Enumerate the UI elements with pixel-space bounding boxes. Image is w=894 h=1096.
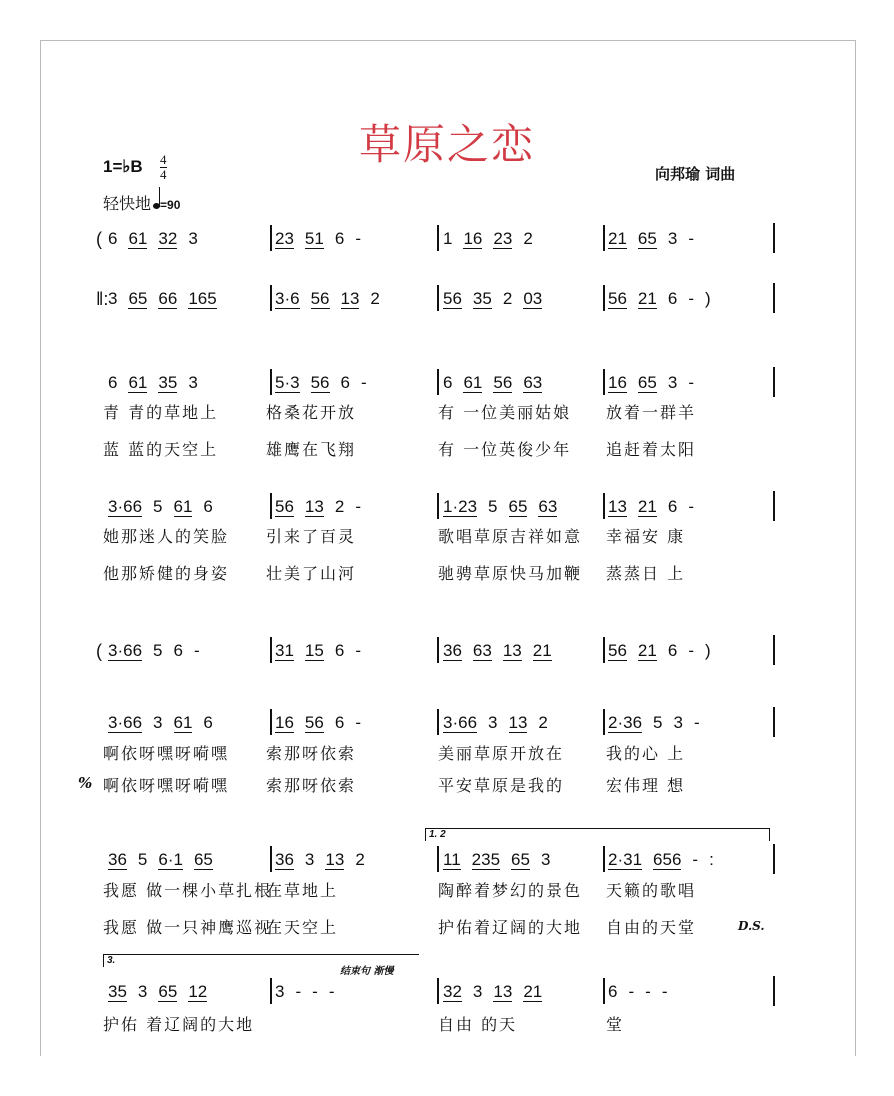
measure <box>608 287 722 311</box>
barline <box>437 225 439 251</box>
note-group: 13 <box>508 713 528 732</box>
note-group: 1·23 <box>443 497 478 516</box>
note-group: 36 <box>108 850 127 869</box>
note-group: 56 <box>493 373 513 392</box>
row-prefix: ( <box>96 229 102 249</box>
measure <box>443 371 553 395</box>
measure <box>608 848 725 872</box>
meter-bottom: 4 <box>160 167 167 182</box>
lyric-phrase: 有 一位美丽姑娘 <box>438 403 572 422</box>
note-group: 16 <box>275 713 294 732</box>
note-group: - <box>360 373 367 392</box>
lyric-phrase: 追赶着太阳 <box>606 440 697 459</box>
note-group: 3·66 <box>443 713 478 732</box>
note-group: 65 <box>637 229 657 248</box>
note-group: 6 <box>608 982 618 1001</box>
note-group: - <box>688 289 694 308</box>
note-group: 65 <box>637 373 657 392</box>
note-group: 2 <box>538 713 548 732</box>
note-group: 66 <box>158 289 178 308</box>
lyric-phrase: 美丽草原开放在 <box>438 744 565 763</box>
note-group: 32 <box>443 982 462 1001</box>
lyric-phrase: 天籁的歌唱 <box>606 881 697 900</box>
note-group: 2·36 <box>608 713 643 732</box>
lyrics-line <box>0 773 894 795</box>
note-group: 3 <box>153 713 163 732</box>
note-group: 65 <box>128 289 148 308</box>
note-group: 21 <box>637 497 657 516</box>
note-group: 63 <box>523 373 543 392</box>
note-group: 165 <box>188 289 217 308</box>
measure <box>443 848 561 872</box>
note-group: 61 <box>128 373 148 392</box>
note-group: 16 <box>463 229 483 248</box>
note-group: 3 <box>540 850 551 869</box>
note-group: 6 <box>108 229 118 248</box>
note-group: 56 <box>310 289 330 308</box>
note-group: 6 <box>203 497 213 516</box>
tempo-marking <box>103 191 180 214</box>
lyric-phrase: 我的心 上 <box>606 744 686 763</box>
note-group: 36 <box>443 641 462 660</box>
note-group: 3 <box>673 713 683 732</box>
lyrics-line <box>0 741 894 763</box>
measure <box>108 848 224 872</box>
note-group: 6·1 <box>158 850 183 869</box>
segno-sign: % <box>78 774 93 792</box>
note-group: 6 <box>334 229 345 248</box>
note-group: 35 <box>108 982 127 1001</box>
barline <box>270 637 272 663</box>
key-text: 1=♭B <box>103 157 143 176</box>
note-group: 13 <box>325 850 345 869</box>
note-group: 56 <box>275 497 294 516</box>
measure <box>108 495 224 519</box>
note-group: ) <box>704 289 711 308</box>
lyric-phrase: 自由的天堂 <box>606 918 697 937</box>
measure <box>443 227 544 251</box>
song-title: 草原之恋 <box>358 120 535 169</box>
note-group: 6 <box>173 641 183 660</box>
note-group: 3·66 <box>108 713 143 732</box>
note-group: 21 <box>608 229 627 248</box>
note-group: 3·66 <box>108 641 143 660</box>
note-group: - <box>688 373 694 392</box>
lyric-phrase: 平安草原是我的 <box>438 776 565 795</box>
measure <box>443 639 563 663</box>
note-group: 13 <box>304 497 324 516</box>
note-group: - <box>328 982 335 1001</box>
note-group: - <box>693 713 700 732</box>
note-group: - <box>661 982 668 1001</box>
barline <box>270 369 272 395</box>
note-group: - <box>688 229 694 248</box>
barline <box>603 225 605 251</box>
barline <box>603 709 605 735</box>
barline <box>270 978 272 1004</box>
lyric-phrase: 引来了百灵 <box>266 527 357 546</box>
lyric-phrase: 堂 <box>606 1015 625 1034</box>
note-group: - <box>355 641 361 660</box>
note-group: - <box>355 713 361 732</box>
barline <box>437 493 439 519</box>
lyric-phrase: 她那迷人的笑脸 <box>103 527 230 546</box>
note-group: 3·6 <box>275 289 300 308</box>
note-group: 5 <box>137 850 148 869</box>
note-group: - <box>193 641 200 660</box>
lyrics-line <box>0 400 894 422</box>
barline <box>270 285 272 311</box>
measure <box>275 227 372 251</box>
note-group: 56 <box>443 289 462 308</box>
lyric-phrase: 蓝 蓝的天空上 <box>103 440 219 459</box>
measure <box>608 711 711 735</box>
note-group: 5 <box>488 497 498 516</box>
ending-annotation: 结束句 渐慢 <box>340 966 394 977</box>
note-group: 2·31 <box>608 850 643 869</box>
note-group: 61 <box>173 713 193 732</box>
barline <box>603 846 605 872</box>
lyric-phrase: 护佑 着辽阔的大地 <box>103 1015 255 1034</box>
lyric-phrase: 在草地上 <box>266 881 339 900</box>
note-group: 21 <box>637 641 657 660</box>
notation-row <box>0 227 894 251</box>
tempo-bpm: =90 <box>160 198 181 212</box>
measure <box>275 287 391 311</box>
notation-row <box>0 287 894 311</box>
note-group: 3 <box>275 982 285 1001</box>
note-group: 21 <box>637 289 657 308</box>
note-group: 2 <box>523 229 533 248</box>
barline <box>603 637 605 663</box>
measure <box>443 980 553 1004</box>
notation-row <box>0 495 894 519</box>
note-group: 32 <box>158 229 178 248</box>
note-group: 13 <box>340 289 360 308</box>
lyric-phrase: 幸福安 康 <box>606 527 686 546</box>
note-group: 5 <box>653 713 663 732</box>
note-group: 6 <box>667 289 678 308</box>
lyric-phrase: 我愿 做一只神鹰巡视 <box>103 918 273 937</box>
note-group: - <box>355 497 361 516</box>
note-group: 65 <box>508 497 528 516</box>
note-group: - <box>295 982 302 1001</box>
note-group: 3 <box>472 982 483 1001</box>
note-group: 235 <box>471 850 501 869</box>
row-prefix: ‖: <box>96 289 109 309</box>
measure <box>275 980 345 1004</box>
barline <box>603 285 605 311</box>
lyric-phrase: 我愿 做一棵小草扎根 <box>103 881 273 900</box>
measure <box>108 371 209 395</box>
barline <box>270 846 272 872</box>
measure <box>443 711 559 735</box>
measure <box>443 287 553 311</box>
note-group: 51 <box>304 229 324 248</box>
measure <box>608 495 705 519</box>
barline <box>437 285 439 311</box>
note-group: 2 <box>370 289 380 308</box>
note-group: 23 <box>493 229 513 248</box>
end-barline <box>773 635 775 665</box>
note-group: 65 <box>193 850 213 869</box>
key-signature <box>103 157 143 177</box>
note-group: 2 <box>355 850 365 869</box>
note-group: 61 <box>463 373 483 392</box>
note-group: 3 <box>667 373 678 392</box>
note-group: 1 <box>443 229 453 248</box>
note-group: 6 <box>108 373 118 392</box>
lyric-phrase: 护佑着辽阔的大地 <box>438 918 583 937</box>
measure <box>275 371 378 395</box>
note-group: 5·3 <box>275 373 300 392</box>
meter-top: 4 <box>160 152 167 167</box>
note-group: 5 <box>153 497 163 516</box>
note-group: 56 <box>608 641 627 660</box>
note-group: 2 <box>334 497 345 516</box>
measure <box>608 371 705 395</box>
lyric-phrase: 壮美了山河 <box>266 564 357 583</box>
note-group: 3 <box>137 982 148 1001</box>
note-group: 65 <box>511 850 530 869</box>
note-group: 61 <box>128 229 148 248</box>
lyrics-line <box>0 437 894 459</box>
note-group: 61 <box>173 497 193 516</box>
note-group: 6 <box>443 373 453 392</box>
lyric-phrase: 驰骋草原快马加鞭 <box>438 564 583 583</box>
note-group: 65 <box>158 982 178 1001</box>
note-group: 6 <box>340 373 350 392</box>
note-group: - <box>312 982 318 1001</box>
note-group: 2 <box>502 289 513 308</box>
note-group: 3 <box>188 373 198 392</box>
lyric-phrase: 陶醉着梦幻的景色 <box>438 881 583 900</box>
measure <box>275 495 372 519</box>
note-group: 63 <box>472 641 492 660</box>
lyric-phrase: 有 一位英俊少年 <box>438 440 572 459</box>
volta-3: 3. <box>103 954 419 967</box>
end-barline <box>773 491 775 521</box>
lyric-phrase: 蒸蒸日 上 <box>606 564 686 583</box>
note-group: - <box>628 982 635 1001</box>
lyric-phrase: 雄鹰在飞翔 <box>266 440 357 459</box>
notation-row <box>0 371 894 395</box>
measure <box>275 639 372 663</box>
composer-credit: 向邦瑜 词曲 <box>655 165 736 183</box>
note-group: 13 <box>493 982 513 1001</box>
measure <box>108 711 224 735</box>
row-prefix: ( <box>96 641 102 661</box>
measure <box>443 495 568 519</box>
lyrics-line <box>0 524 894 546</box>
note-group: 5 <box>153 641 163 660</box>
measure <box>275 711 372 735</box>
note-group: 13 <box>502 641 522 660</box>
barline <box>603 493 605 519</box>
note-group: 35 <box>472 289 492 308</box>
note-group: 63 <box>538 497 558 516</box>
notation-row <box>0 711 894 735</box>
lyric-phrase: 啊依呀嘿呀嗬嘿 <box>103 744 230 763</box>
lyric-phrase: 歌唱草原吉祥如意 <box>438 527 583 546</box>
note-group: 21 <box>523 982 543 1001</box>
note-group: 15 <box>304 641 324 660</box>
dal-segno: D.S. <box>738 919 765 933</box>
measure <box>108 227 209 251</box>
note-group: 21 <box>532 641 552 660</box>
lyric-phrase: 他那矫健的身姿 <box>103 564 230 583</box>
lyric-phrase: 放着一群羊 <box>606 403 697 422</box>
note-group: 56 <box>608 289 627 308</box>
measure <box>608 980 678 1004</box>
time-signature <box>160 153 167 182</box>
lyric-phrase: 啊依呀嘿呀嗬嘿 <box>103 776 230 795</box>
note-group: 6 <box>334 641 345 660</box>
note-group: 23 <box>275 229 294 248</box>
note-group: 6 <box>667 641 678 660</box>
lyric-phrase: 索那呀依索 <box>266 744 357 763</box>
note-group: - <box>355 229 361 248</box>
note-group: 12 <box>188 982 208 1001</box>
barline <box>437 978 439 1004</box>
note-group: 6 <box>667 497 678 516</box>
note-group: 3 <box>188 229 198 248</box>
lyric-phrase: 自由 的天 <box>438 1015 518 1034</box>
note-group: 6 <box>334 713 345 732</box>
note-group: 6 <box>203 713 213 732</box>
note-group: 13 <box>608 497 627 516</box>
end-barline <box>773 844 775 874</box>
note-group: 3 <box>667 229 678 248</box>
measure <box>108 980 218 1004</box>
note-group: - <box>645 982 651 1001</box>
notation-row <box>0 980 894 1004</box>
end-barline <box>773 976 775 1006</box>
note-group: 16 <box>608 373 627 392</box>
note-group: 56 <box>310 373 330 392</box>
measure <box>108 639 211 663</box>
lyric-phrase: 在天空上 <box>266 918 339 937</box>
note-group: 3·66 <box>108 497 143 516</box>
note-group: - <box>688 641 694 660</box>
barline <box>603 978 605 1004</box>
measure <box>608 639 722 663</box>
notation-row <box>0 848 894 872</box>
measure <box>275 848 376 872</box>
note-group: 35 <box>158 373 178 392</box>
lyric-phrase: 格桑花开放 <box>266 403 357 422</box>
barline <box>270 493 272 519</box>
note-group: 3 <box>108 289 118 308</box>
measure <box>108 287 228 311</box>
end-barline <box>773 283 775 313</box>
note-group: 56 <box>304 713 324 732</box>
barline <box>270 709 272 735</box>
note-group: 11 <box>443 850 461 869</box>
lyric-phrase: 宏伟理 想 <box>606 776 686 795</box>
note-group: : <box>709 850 714 869</box>
barline <box>437 369 439 395</box>
note-group: 3 <box>304 850 315 869</box>
lyrics-line <box>0 1012 894 1034</box>
lyrics-line <box>0 878 894 900</box>
note-group: - <box>688 497 694 516</box>
note-group: 656 <box>653 850 682 869</box>
barline <box>437 637 439 663</box>
barline <box>603 369 605 395</box>
end-barline <box>773 707 775 737</box>
notation-row <box>0 639 894 663</box>
barline <box>437 846 439 872</box>
note-group: 03 <box>523 289 543 308</box>
tempo-text: 轻快地 <box>103 194 152 213</box>
quarter-note-icon <box>153 203 160 209</box>
volta-1-2: 1. 2 <box>425 828 770 841</box>
note-group: 3 <box>488 713 498 732</box>
note-group: - <box>692 850 699 869</box>
end-barline <box>773 367 775 397</box>
note-group: 36 <box>275 850 294 869</box>
lyric-phrase: 索那呀依索 <box>266 776 357 795</box>
lyrics-line <box>0 561 894 583</box>
lyric-phrase: 青 青的草地上 <box>103 403 219 422</box>
end-barline <box>773 223 775 253</box>
note-group: ) <box>704 641 711 660</box>
note-group: 31 <box>275 641 294 660</box>
barline <box>437 709 439 735</box>
measure <box>608 227 705 251</box>
barline <box>270 225 272 251</box>
